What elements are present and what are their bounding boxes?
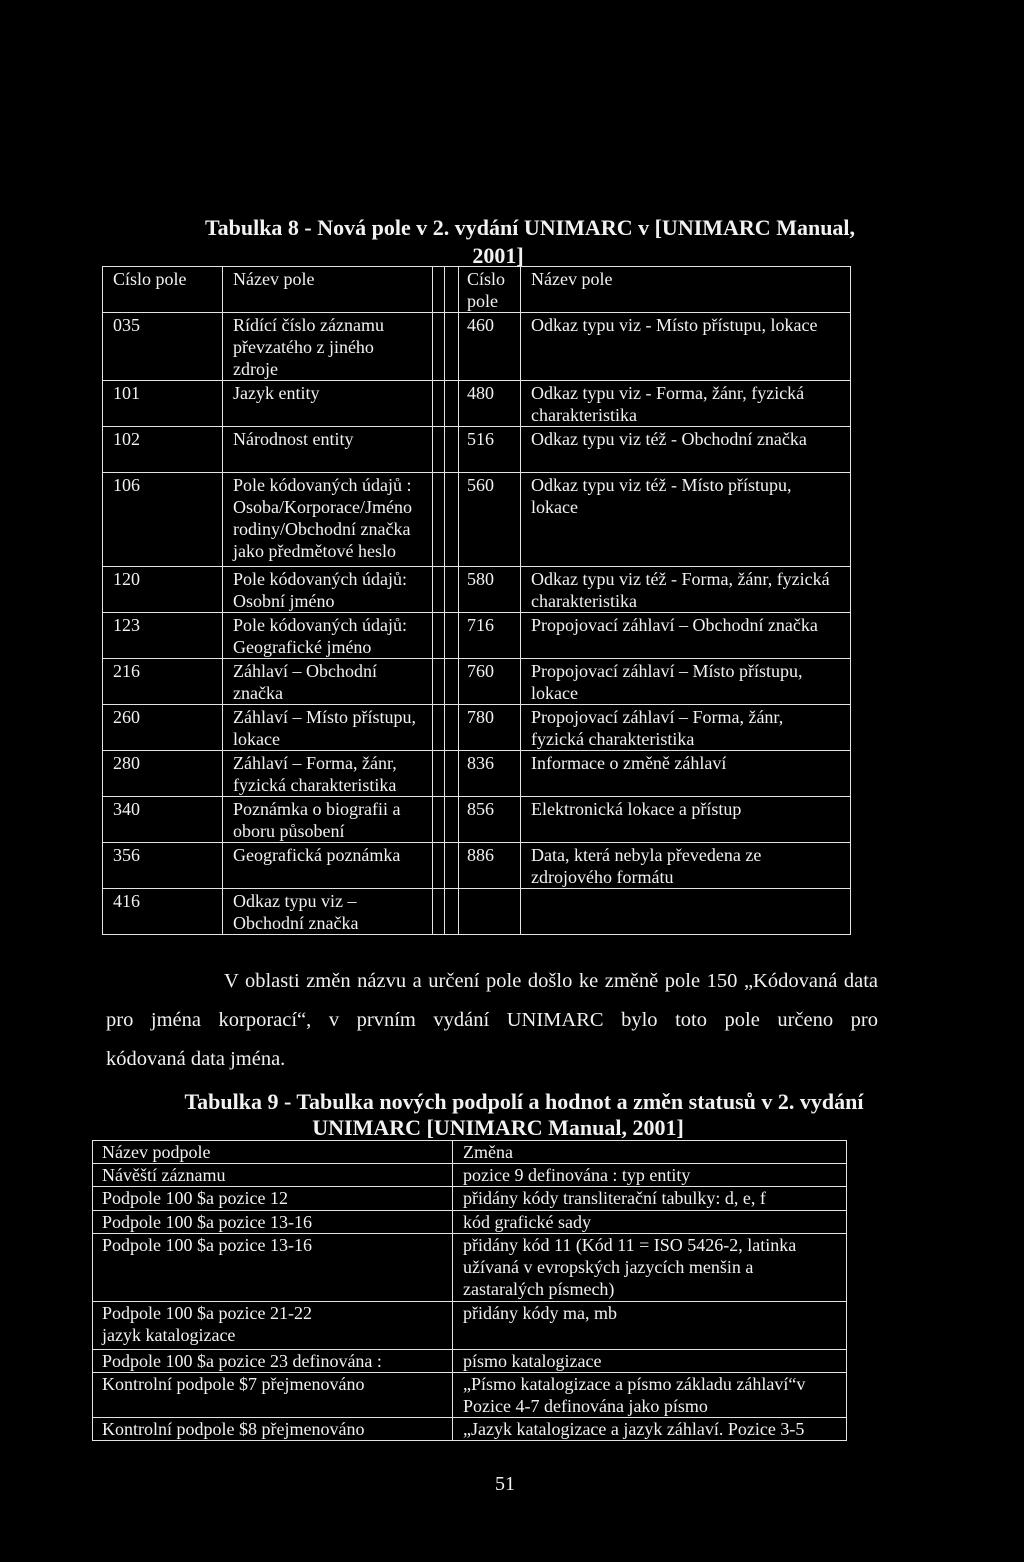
paragraph-line: V oblasti změn názvu a určení pole došlo ke změně pole 150 „Kódovaná data — [224, 970, 878, 992]
change-description: pozice 9 definována : typ entity — [453, 1164, 847, 1187]
table-9-row — [93, 1373, 847, 1418]
change-description: kód grafické sady — [453, 1211, 847, 1234]
spacer-cell — [445, 567, 459, 613]
field-name: Pole kódovaných údajů: Osobní jméno — [223, 567, 433, 613]
table-8 — [102, 266, 851, 935]
spacer-cell — [445, 751, 459, 797]
field-number: 280 — [103, 751, 223, 797]
field-number: 035 — [103, 313, 223, 381]
subfield-name: Podpole 100 $a pozice 12 — [93, 1187, 453, 1211]
field-number: 480 — [459, 381, 521, 427]
table-9-caption-line-2: UNIMARC [UNIMARC Manual, 2001] — [312, 1115, 684, 1140]
field-number: 106 — [103, 473, 223, 567]
field-name: Pole kódovaných údajů: Geografické jméno — [223, 613, 433, 659]
spacer-cell — [433, 567, 445, 613]
field-name: Odkaz typu viz – Obchodní značka — [223, 889, 433, 935]
spacer-cell — [433, 797, 445, 843]
change-description: přidány kódy ma, mb — [453, 1302, 847, 1350]
spacer-cell — [433, 613, 445, 659]
field-name: Záhlaví – Místo přístupu, lokace — [223, 705, 433, 751]
field-name: Odkaz typu viz též - Forma, žánr, fyzická charakteristika — [521, 567, 851, 613]
field-number — [459, 889, 521, 935]
paragraph-line: kódovaná data jména. — [106, 1048, 286, 1070]
header-field-number: Císlo pole — [103, 267, 223, 313]
field-name: Propojovací záhlaví – Forma, žánr, fyzická charakteristika — [521, 705, 851, 751]
field-number: 216 — [103, 659, 223, 705]
field-name: Záhlaví – Forma, žánr, fyzická charakteristika — [223, 751, 433, 797]
table-9-row — [93, 1234, 847, 1302]
field-number: 580 — [459, 567, 521, 613]
field-name: Informace o změně záhlaví — [521, 751, 851, 797]
spacer-cell — [445, 705, 459, 751]
field-name: Rídící číslo záznamu převzatého z jiného zdroje — [223, 313, 433, 381]
spacer-cell — [433, 313, 445, 381]
field-name: Odkaz typu viz - Místo přístupu, lokace — [521, 313, 851, 381]
spacer-cell — [445, 843, 459, 889]
body-paragraph — [106, 962, 878, 1079]
spacer-cell — [433, 659, 445, 705]
field-number: 102 — [103, 427, 223, 473]
field-number: 836 — [459, 751, 521, 797]
field-name: Odkaz typu viz též - Místo přístupu, lokace — [521, 473, 851, 567]
field-number: 416 — [103, 889, 223, 935]
change-description: přidány kód 11 (Kód 11 = ISO 5426-2, latinka užívaná v evropských jazycích menšin a zastaralých písmech) — [453, 1234, 847, 1302]
field-name: Elektronická lokace a přístup — [521, 797, 851, 843]
spacer-cell — [433, 751, 445, 797]
field-name: Propojovací záhlaví – Obchodní značka — [521, 613, 851, 659]
table-9-row — [93, 1164, 847, 1187]
table-8-caption-line-2: 2001] — [472, 243, 524, 268]
table-9 — [92, 1140, 847, 1441]
field-number: 856 — [459, 797, 521, 843]
table-8-row — [103, 797, 851, 843]
field-name — [521, 889, 851, 935]
table-8-row — [103, 381, 851, 427]
table-8-row — [103, 473, 851, 567]
spacer-cell — [445, 313, 459, 381]
change-description: přidány kódy transliterační tabulky: d, e, f — [453, 1187, 847, 1211]
field-name: Jazyk entity — [223, 381, 433, 427]
field-number: 516 — [459, 427, 521, 473]
table-8-row — [103, 843, 851, 889]
subfield-name: Podpole 100 $a pozice 13-16 — [93, 1234, 453, 1302]
spacer-cell — [433, 381, 445, 427]
field-number: 260 — [103, 705, 223, 751]
field-number: 560 — [459, 473, 521, 567]
table-9-body — [93, 1141, 847, 1441]
subfield-name: Podpole 100 $a pozice 21-22 jazyk katalogizace — [93, 1302, 453, 1350]
field-number: 356 — [103, 843, 223, 889]
header-field-name: Název pole — [223, 267, 433, 313]
field-number: 886 — [459, 843, 521, 889]
subfield-name: Kontrolní podpole $7 přejmenováno — [93, 1373, 453, 1418]
field-number: 101 — [103, 381, 223, 427]
field-name: Odkaz typu viz - Forma, žánr, fyzická charakteristika — [521, 381, 851, 427]
field-name: Propojovací záhlaví – Místo přístupu, lokace — [521, 659, 851, 705]
field-name: Data, která nebyla převedena ze zdrojového formátu — [521, 843, 851, 889]
spacer-cell — [433, 267, 445, 313]
field-number: 340 — [103, 797, 223, 843]
field-name: Odkaz typu viz též - Obchodní značka — [521, 427, 851, 473]
table-9-row — [93, 1187, 847, 1211]
table-9-caption-line-1: Tabulka 9 - Tabulka nových podpolí a hodnot a změn statusů v 2. vydání — [184, 1089, 864, 1114]
field-name: Pole kódovaných údajů : Osoba/Korporace/Jméno rodiny/Obchodní značka jako předmětové heslo — [223, 473, 433, 567]
table-8-row — [103, 313, 851, 381]
table-8-row — [103, 705, 851, 751]
spacer-cell — [433, 705, 445, 751]
field-number: 716 — [459, 613, 521, 659]
spacer-cell — [433, 473, 445, 567]
table-8-row — [103, 567, 851, 613]
subfield-name: Návěští záznamu — [93, 1164, 453, 1187]
header-field-name: Název pole — [521, 267, 851, 313]
table-8-row — [103, 427, 851, 473]
table-9-row — [93, 1211, 847, 1234]
spacer-cell — [445, 473, 459, 567]
table-8-header-row — [103, 267, 851, 313]
table-8-body — [103, 267, 851, 935]
spacer-cell — [433, 843, 445, 889]
subfield-name: Podpole 100 $a pozice 13-16 — [93, 1211, 453, 1234]
field-number: 760 — [459, 659, 521, 705]
change-description: písmo katalogizace — [453, 1350, 847, 1373]
table-9-row — [93, 1302, 847, 1350]
table-8-row — [103, 889, 851, 935]
paragraph-line: pro jména korporací“, v prvním vydání UNIMARC bylo toto pole určeno pro — [106, 1009, 878, 1031]
page-number: 51 — [495, 1473, 515, 1495]
spacer-cell — [445, 797, 459, 843]
spacer-cell — [445, 267, 459, 313]
table-8-row — [103, 659, 851, 705]
table-9-row — [93, 1418, 847, 1441]
subfield-name: Kontrolní podpole $8 přejmenováno — [93, 1418, 453, 1441]
spacer-cell — [445, 381, 459, 427]
spacer-cell — [445, 427, 459, 473]
table-9-row — [93, 1350, 847, 1373]
subfield-name: Podpole 100 $a pozice 23 definována : — [93, 1350, 453, 1373]
spacer-cell — [433, 889, 445, 935]
field-name: Poznámka o biografii a oboru působení — [223, 797, 433, 843]
field-name: Geografická poznámka — [223, 843, 433, 889]
field-name: Národnost entity — [223, 427, 433, 473]
header-change: Změna — [453, 1141, 847, 1164]
change-description: „Písmo katalogizace a písmo základu záhlaví“v Pozice 4-7 definována jako písmo — [453, 1373, 847, 1418]
table-8-row — [103, 613, 851, 659]
table-9-header-row — [93, 1141, 847, 1164]
field-number: 460 — [459, 313, 521, 381]
spacer-cell — [445, 613, 459, 659]
field-number: 120 — [103, 567, 223, 613]
table-8-caption-line-1: Tabulka 8 - Nová pole v 2. vydání UNIMARC v [UNIMARC Manual, — [204, 215, 856, 240]
header-subfield-name: Název podpole — [93, 1141, 453, 1164]
field-number: 780 — [459, 705, 521, 751]
spacer-cell — [445, 889, 459, 935]
table-8-row — [103, 751, 851, 797]
change-description: „Jazyk katalogizace a jazyk záhlaví. Pozice 3-5 — [453, 1418, 847, 1441]
field-number: 123 — [103, 613, 223, 659]
spacer-cell — [445, 659, 459, 705]
spacer-cell — [433, 427, 445, 473]
field-name: Záhlaví – Obchodní značka — [223, 659, 433, 705]
header-field-number: Císlo pole — [459, 267, 521, 313]
